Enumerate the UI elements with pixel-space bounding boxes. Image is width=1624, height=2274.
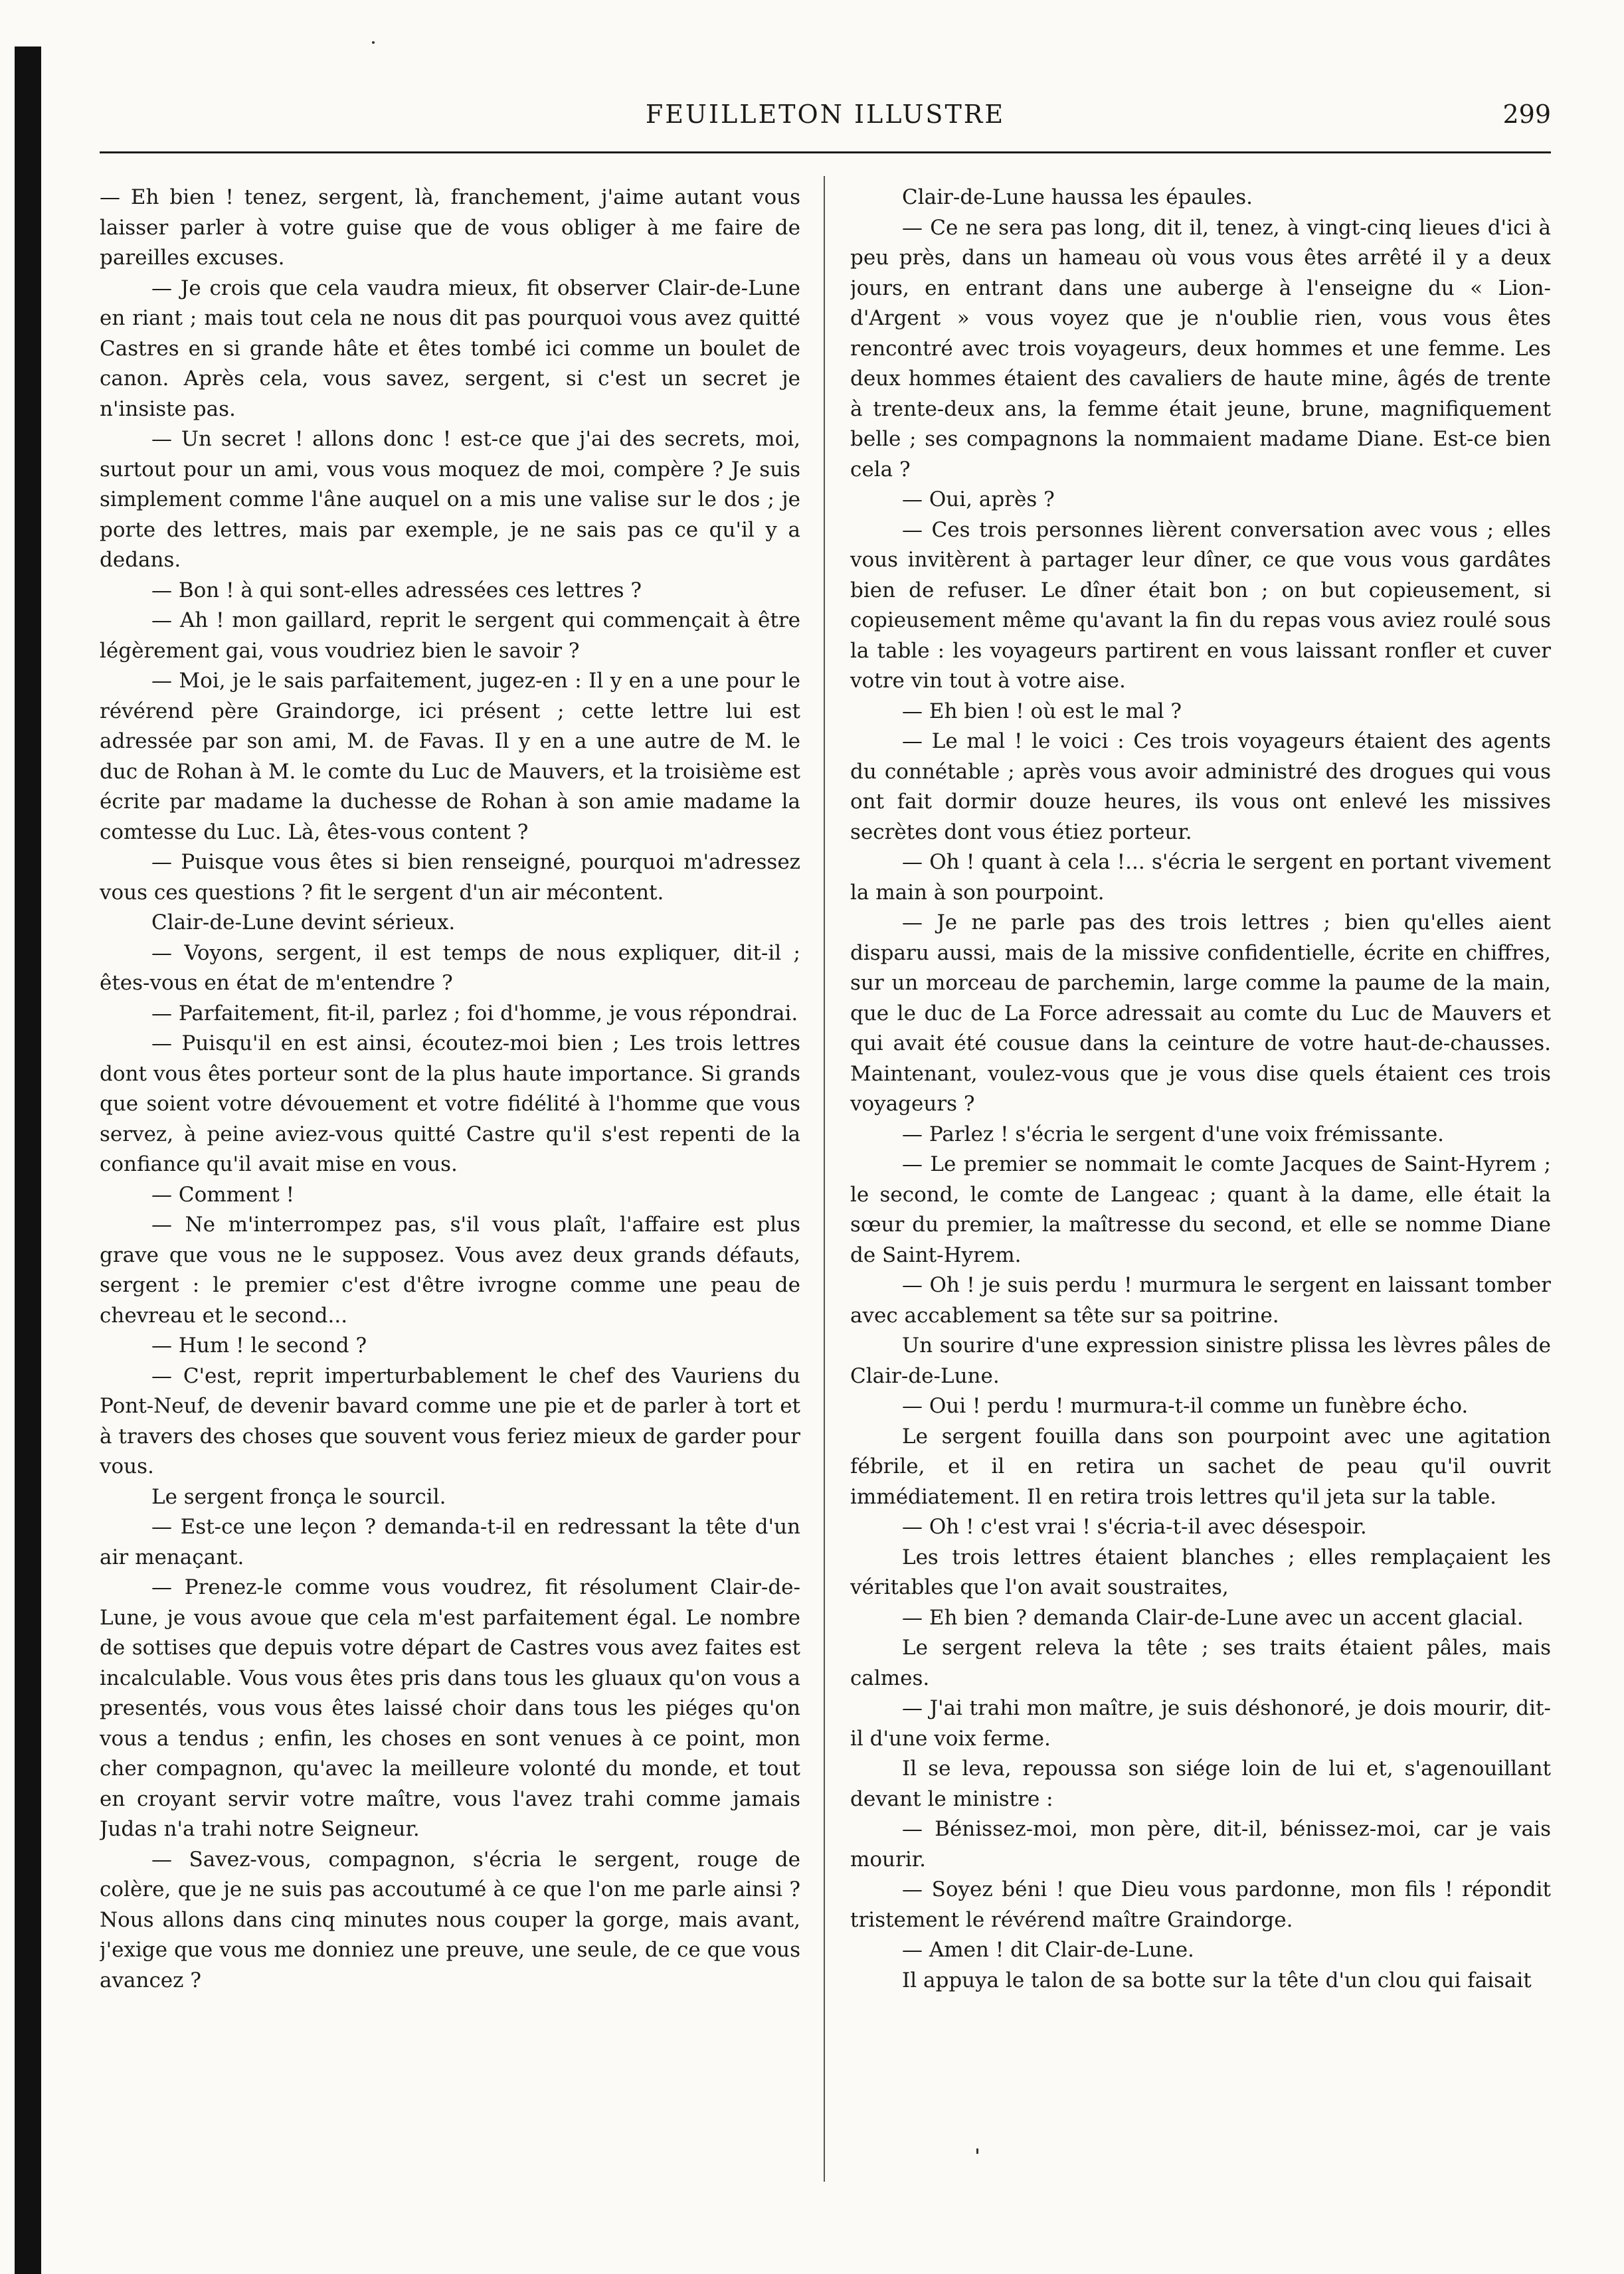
- paragraph: — Savez-vous, compagnon, s'écria le sergent, rouge de colère, que je ne suis pas accoutumé à ce que l'on me parle ainsi ? Nous allons dans cinq minutes nous couper la gorge, mais avant, j'exige que vous me donniez une preuve, une seule, de ce que vous avancez ?: [100, 1847, 800, 1992]
- paragraph: — Hum ! le second ?: [151, 1334, 367, 1357]
- paragraph: — Eh bien ? demanda Clair-de-Lune avec un accent glacial.: [902, 1605, 1524, 1630]
- paragraph: — Puisqu'il en est ainsi, écoutez-moi bien ; Les trois lettres dont vous êtes porteur sont de la plus haute importance. Si grands que soient votre dévouement et votre fidélité à l'homme que vous servez, à peine aviez-vous quitté Castre qu'il s'est repenti de la confiance qu'il avait mise en vous.: [100, 1031, 800, 1176]
- paragraph: — J'ai trahi mon maître, je suis déshonoré, je dois mourir, dit-il d'une voix ferme.: [850, 1696, 1551, 1751]
- paragraph: — Ces trois personnes lièrent conversation avec vous ; elles vous invitèrent à partager leur dîner, ce que vous vous gardâtes bien de refuser. Le dîner était bon ; on but copieusement, si copieusement même qu'avant la fin du repas vous aviez roulé sous la table : les voyageurs partirent en vous laissant ronfler et cuver votre vin tout à votre aise.: [850, 517, 1551, 693]
- paragraph: — Oui ! perdu ! murmura-t-il comme un funèbre écho.: [902, 1394, 1469, 1418]
- print-speck: [976, 2148, 978, 2154]
- paragraph: — Le mal ! le voici : Ces trois voyageurs étaient des agents du connétable ; après vous avoir administré des drogues qui vous ont fait dormir douze heures, ils vous ont enlevé les missives secrètes dont vous étiez porteur.: [850, 729, 1551, 844]
- paragraph: — Je crois que cela vaudra mieux, fit observer Clair-de-Lune en riant ; mais tout cela ne nous dit pas pourquoi vous avez quitté Castres en si grande hâte et êtes tombé ici comme un boulet de canon. Après cela, vous savez, sergent, si c'est un secret je n'insiste pas.: [100, 276, 800, 421]
- paragraph: Les trois lettres étaient blanches ; elles remplaçaient les véritables que l'on avait soustraites,: [850, 1545, 1551, 1599]
- paragraph: — Soyez béni ! que Dieu vous pardonne, mon fils ! répondit tristement le révérend maître Graindorge.: [850, 1878, 1551, 1932]
- paragraph: — Le premier se nommait le comte Jacques de Saint-Hyrem ; le second, le comte de Langeac ; quant à la dame, elle était la sœur du premier, la maîtresse du second, et elle se nomme Diane de Saint-Hyrem.: [850, 1152, 1551, 1267]
- paragraph: — C'est, reprit imperturbablement le chef des Vauriens du Pont-Neuf, de devenir bavard comme une pie et de parler à tort et à travers des choses que souvent vous feriez mieux de garder pour vous.: [100, 1363, 800, 1478]
- paragraph: — Eh bien ! tenez, sergent, là, franchement, j'aime autant vous laisser parler à votre guise que de vous obliger à me faire de pareilles excuses.: [100, 185, 800, 270]
- paragraph: Le sergent fronça le sourcil.: [151, 1484, 446, 1509]
- paragraph: Un sourire d'une expression sinistre plissa les lèvres pâles de Clair-de-Lune.: [850, 1334, 1551, 1388]
- paragraph: — Amen ! dit Clair-de-Lune.: [902, 1938, 1194, 1962]
- page-header: [100, 100, 1551, 146]
- paragraph: — Est-ce une leçon ? demanda-t-il en redressant la tête d'un air menaçant.: [100, 1515, 800, 1569]
- paragraph: Il appuya le talon de sa botte sur la tête d'un clou qui faisait: [902, 1968, 1532, 1992]
- paragraph: Le sergent fouilla dans son pourpoint avec une agitation fébrile, et il en retira un sachet de peau qu'il ouvrit immédiatement. Il en retira trois lettres qu'il jeta sur la table.: [850, 1424, 1551, 1509]
- paragraph: — Parfaitement, fit-il, parlez ; foi d'homme, je vous répondrai.: [151, 1001, 798, 1025]
- paragraph: Clair-de-Lune devint sérieux.: [151, 911, 456, 934]
- paragraph: — Bon ! à qui sont-elles adressées ces lettres ?: [151, 578, 642, 602]
- paragraph: — Moi, je le sais parfaitement, jugez-en : Il y en a une pour le révérend père Graindorge, ici présent ; cette lettre lui est adressée par son ami, M. de Favas. Il y en a une autre de M. le duc de Rohan à M. le comte du Luc de Mauvers, et la troisième est écrite par madame la duchesse de Rohan à son amie madame la comtesse du Luc. Là, êtes-vous content ?: [100, 669, 800, 844]
- paragraph: Le sergent releva la tête ; ses traits étaient pâles, mais calmes.: [850, 1636, 1551, 1690]
- paragraph: — Comment !: [151, 1182, 295, 1207]
- binding-edge: [15, 46, 41, 2274]
- paragraph: — Ce ne sera pas long, dit il, tenez, à vingt-cinq lieues d'ici à peu près, dans un hameau où vous vous êtes arrêté il y a deux jours, en entrant dans une auberge à l'enseigne du « Lion-d'Argent » vous voyez que je n'oublie rien, vous vous êtes rencontré avec trois voyageurs, deux hommes et une femme. Les deux hommes étaient des cavaliers de haute mine, âgés de trente à trente-deux ans, la femme était jeune, brune, magnifiquement belle ; ses compagnons la nommaient madame Diane. Est-ce bien cela ?: [850, 215, 1551, 481]
- paragraph: Il se leva, repoussa son siége loin de lui et, s'agenouillant devant le ministre :: [850, 1757, 1551, 1811]
- paragraph: — Puisque vous êtes si bien renseigné, pourquoi m'adressez vous ces questions ? fit le sergent d'un air mécontent.: [100, 850, 800, 905]
- paragraph: — Oui, après ?: [902, 487, 1055, 511]
- paragraph: — Parlez ! s'écria le sergent d'une voix frémissante.: [902, 1122, 1445, 1146]
- paragraph: — Ah ! mon gaillard, reprit le sergent qui commençait à être légèrement gai, vous voudriez bien le savoir ?: [100, 608, 800, 663]
- paragraph: — Oh ! je suis perdu ! murmura le sergent en laissant tomber avec accablement sa tête sur sa poitrine.: [850, 1273, 1551, 1328]
- header-rule: [100, 151, 1551, 153]
- paragraph: — Je ne parle pas des trois lettres ; bien qu'elles aient disparu aussi, mais de la missive confidentielle, écrite en chiffres, sur un morceau de parchemin, large comme la paume de la main, que le duc de La Force adressait au comte du Luc de Mauvers et qui avait été cousue dans la ceinture de votre haut-de-chausses. Maintenant, voulez-vous que je vous dise quels étaient ces trois voyageurs ?: [850, 911, 1551, 1116]
- print-speck: [372, 41, 375, 44]
- column-divider: [824, 176, 825, 2182]
- left-column: [100, 183, 800, 2175]
- paragraph: — Prenez-le comme vous voudrez, fit résolument Clair-de-Lune, je vous avoue que cela m'est parfaitement égal. Le nombre de sottises que depuis votre départ de Castres vous avez faites est incalculable. Vous vous êtes pris dans tous les gluaux qu'on vous a presentés, vous vous êtes laissé choir dans tous les piéges qu'on vous a tendus ; enfin, les choses en sont venues à ce point, mon cher compagnon, qu'avec la meilleure volonté du monde, et tout en croyant servir votre maître, vous l'avez trahi comme jamais Judas n'a trahi notre Seigneur.: [100, 1575, 800, 1841]
- running-title: FEUILLETON ILLUSTRE: [645, 100, 1006, 129]
- paragraph: — Eh bien ! où est le mal ?: [902, 699, 1182, 723]
- paragraph: — Voyons, sergent, il est temps de nous expliquer, dit-il ; êtes-vous en état de m'entendre ?: [100, 940, 800, 995]
- paragraph: — Oh ! c'est vrai ! s'écria-t-il avec désespoir.: [902, 1515, 1367, 1539]
- right-column: [850, 183, 1551, 2175]
- paragraph: Clair-de-Lune haussa les épaules.: [902, 185, 1253, 209]
- paragraph: — Ne m'interrompez pas, s'il vous plaît, l'affaire est plus grave que vous ne le supposez. Vous avez deux grands défauts, sergent : le premier c'est d'être ivrogne comme une peau de chevreau et le second...: [100, 1213, 800, 1328]
- page-number: 299: [1502, 100, 1551, 129]
- paragraph: — Oh ! quant à cela !... s'écria le sergent en portant vivement la main à son pourpoint.: [850, 850, 1551, 905]
- paragraph: — Bénissez-moi, mon père, dit-il, bénissez-moi, car je vais mourir.: [850, 1817, 1551, 1872]
- paragraph: — Un secret ! allons donc ! est-ce que j'ai des secrets, moi, surtout pour un ami, vous vous moquez de moi, compère ? Je suis simplement comme l'âne auquel on a mis une valise sur le dos ; je porte des lettres, mais par exemple, je ne sais pas ce qu'il y a dedans.: [100, 427, 800, 572]
